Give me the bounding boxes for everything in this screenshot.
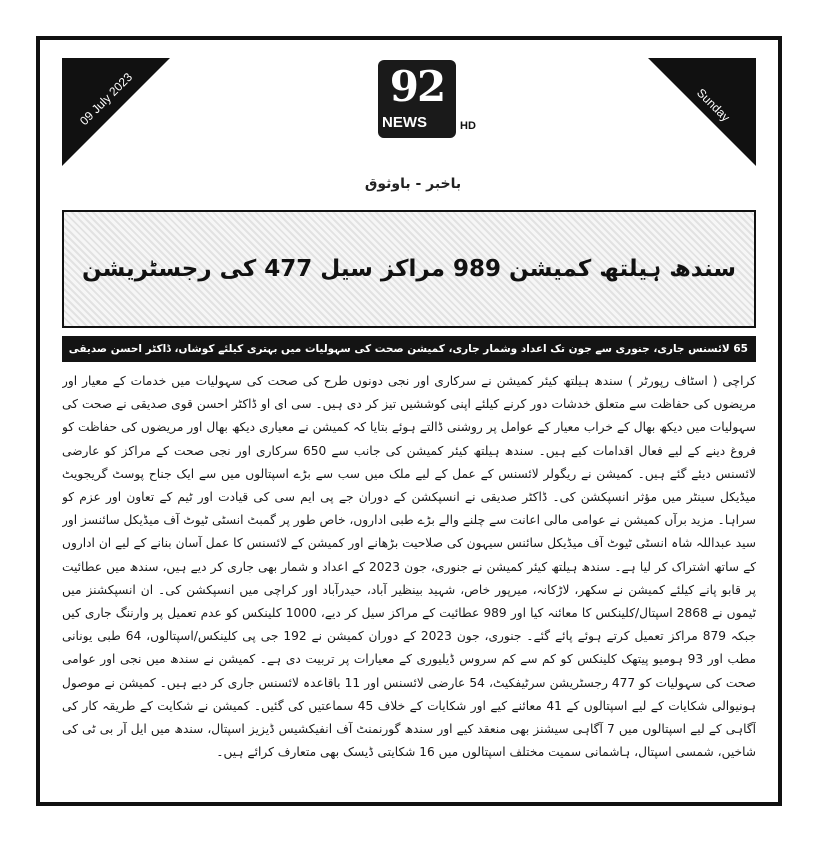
logo-suffix: HD xyxy=(460,120,476,132)
logo-number: 92 xyxy=(389,62,445,111)
headline-banner xyxy=(62,210,756,328)
92-news-logo xyxy=(378,60,476,140)
day-ribbon xyxy=(648,58,756,166)
date-label: 09 July 2023 xyxy=(77,69,136,129)
day-label: Sunday xyxy=(694,85,733,125)
article-body xyxy=(62,370,756,770)
subheadline: 65 لائسنس جاری، جنوری سے جون تک اعداد وشمار جاری، کمیشن صحت کی سہولیات میں بہتری کیلئے کوشاں، ڈاکٹر احسن صدیقی xyxy=(68,343,748,355)
article-paragraph: کراچی ( اسٹاف رپورٹر ) سندھ ہیلتھ کیئر کمیشن نے سرکاری اور نجی دونوں طرح کی صحت کی سہولیات میں خدمات کے معیار اور مریضوں کی حفاظت سے متعلق خدشات دور کرنے کیلئے اپنی کوششیں تیز کر دی ہیں۔ سی ای او ڈاکٹر احسن قوی صدیقی نے صحت کی سہولیات میں دیکھ بھال کے خراب معیار کے عوامل پر روشنی ڈالتے ہوئے بتایا کہ کمیشن نے معیاری دیکھ بھال اور مریضوں کی حفاظت کو فروغ دینے کے لیے فعال اقدامات کیے ہیں۔ سندھ ہیلتھ کیئر کمیشن کی جانب سے 650 سرکاری اور نجی صحت کے مراکز کو عارضی لائسنس دیئے گئے ہیں۔ کمیشن نے ریگولر لائسنس کے عمل کے لیے ملک میں سب سے بڑے اسپتالوں میں سے ایک جناح پوسٹ گریجویٹ میڈیکل سینٹر میں مؤثر انسپکشن کی۔ ڈاکٹر صدیقی نے انسپکشن کے دوران جے پی ایم سی کی قیادت اور ٹیم کے تعاون اور عزم کو سراہا۔ مزید برآں کمیشن نے عوامی مالی اعانت سے چلنے والے بڑے طبی اداروں، خاص طور پر گمبٹ انسٹی ٹیوٹ آف میڈیکل سائنسز اور سید عبداللہ شاہ انسٹی ٹیوٹ آف میڈیکل سائنس سیہون کی صلاحیت بڑھانے اور کمیشن کے لائسنس کا عمل آسان بنانے کے لیے ان اداروں کے ساتھ اشتراک کر لیا ہے۔ سندھ ہیلتھ کیئر کمیشن نے جنوری، جون 2023 کے اعداد و شمار بھی جاری کر دیے ہیں، سندھ میں عطائیت پر قابو پانے کیلئے کمیشن نے سکھر، لاڑکانہ، میرپور خاص، شہید بینظیر آباد، حیدرآباد اور کراچی میں انسپکشن کی۔ ان انسپکشنز میں ٹیموں نے 2868 اسپتال/کلینکس کا معائنہ کیا اور 989 عطائیت کے مراکز سیل کر دیے، 1000 کلینکس کو عدم تعمیل پر وارننگ جاری کیں جبکہ 879 مراکز تعمیل کرتے ہوئے پائے گئے۔ جنوری، جون 2023 کے دوران کمیشن نے 192 جی پی کلینکس/اسپتالوں، 64 طبی یونانی مطب اور 93 ہومیو پیتھک کلینکس کو کم سے کم سروس ڈیلیوری کے معیارات پر تربیت دی ہے۔ کمیشن نے سندھ میں نجی اور عوامی صحت کی سہولیات کو 477 رجسٹریشن سرٹیفکیٹ، 54 عارضی لائسنس اور 11 باقاعدہ لائسنس جاری کر دیے ہیں۔ کمیشن نے موصول ہونیوالی شکایات کے لیے اسپتالوں کے 41 معائنے کیے اور شکایات کے خلاف 45 سماعتیں کی گئیں۔ کمیشن نے شکایت کے طریقہ کار کی آگاہی کے لیے اسپتالوں میں 7 آگاہی سیشنز بھی منعقد کیے اور سندھ گورنمنٹ آف انفیکشیس ڈیزیز اسپتال، سندھ میں ایل آر بی ٹی کی شاخیں، شمسی اسپتال، ہاشمانی سمیت مختلف اسپتالوں میں 16 شکایتی ڈیسک بھی متعارف کرائے ہیں۔ xyxy=(62,374,756,760)
tagline: باخبر - باوثوق xyxy=(364,176,462,192)
logo-name: NEWS xyxy=(382,114,427,131)
subheadline-bar xyxy=(62,336,756,362)
date-ribbon xyxy=(62,58,170,166)
headline: سندھ ہیلتھ کمیشن 989 مراکز سیل 477 کی رجسٹریشن xyxy=(81,256,737,282)
newspaper-clipping xyxy=(36,36,782,806)
